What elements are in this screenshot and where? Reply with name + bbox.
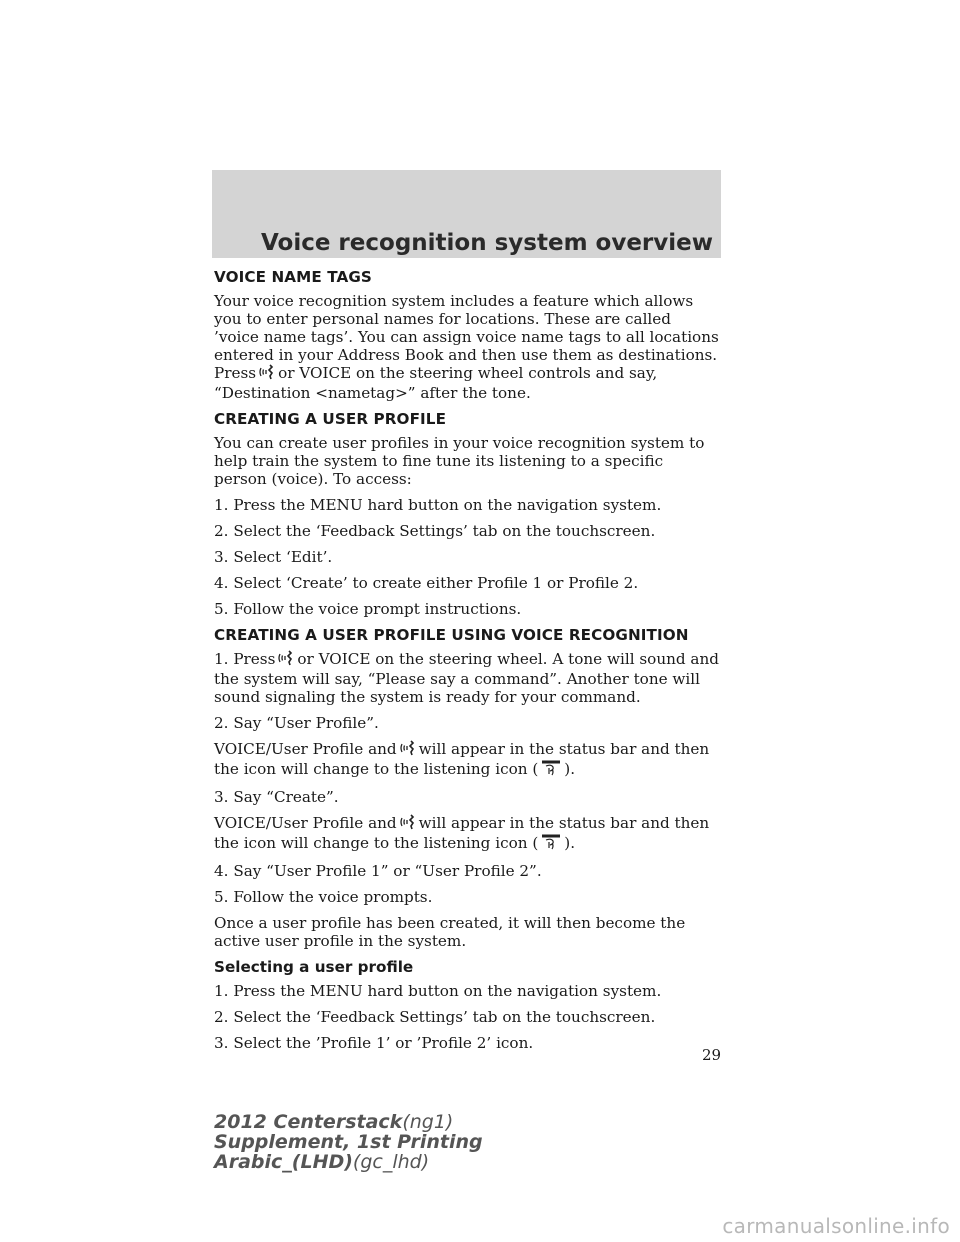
- footer-text: (gc_lhd): [352, 1151, 430, 1173]
- list-item: 1. Press the MENU hard button on the navigation system.: [214, 982, 662, 1000]
- text-span: Your voice recognition system includes a feature which allows you to enter personal names for locations. These are called ’voice name tags’. You can assign voice name tags to all locations entered in your Address Book and then use them as destinations. Press: [214, 292, 719, 382]
- list-item: 4. Say “User Profile 1” or “User Profile 2”.: [214, 862, 542, 880]
- listening-icon: [541, 760, 561, 780]
- section-header-title: Voice recognition system overview: [260, 230, 713, 256]
- list-item: 3. Select the ’Profile 1’ or ’Profile 2’ icon.: [214, 1034, 534, 1052]
- list-item: 3. Say “Create”.: [214, 788, 339, 806]
- text-span: will appear in the status bar and then the icon will change to the listening icon (: [214, 814, 710, 852]
- list-item: 1. Press the MENU hard button on the navigation system.: [214, 496, 662, 514]
- paragraph-status-note: [214, 740, 719, 780]
- list-item: 2. Select the ‘Feedback Settings’ tab on the touchscreen.: [214, 522, 656, 540]
- footer-text: Arabic_(LHD): [214, 1151, 353, 1173]
- text-span: VOICE/User Profile and: [214, 814, 397, 832]
- heading-selecting-user-profile: Selecting a user profile: [214, 958, 414, 976]
- list-item: 5. Follow the voice prompt instructions.: [214, 600, 522, 618]
- text-span: 1. Press: [214, 650, 276, 668]
- paragraph-voice-name-tags: [214, 292, 719, 402]
- paragraph-status-note: [214, 814, 719, 854]
- text-span: ).: [564, 760, 576, 778]
- heading-voice-name-tags: VOICE NAME TAGS: [214, 268, 372, 286]
- watermark: carmanualsonline.info: [722, 1214, 950, 1238]
- paragraph-closing: Once a user profile has been created, it will then become the active user profile in the system.: [214, 914, 686, 950]
- footer-line: [214, 1112, 483, 1132]
- footer-text: (ng1): [402, 1111, 454, 1133]
- list-item: 2. Select the ‘Feedback Settings’ tab on the touchscreen.: [214, 1008, 656, 1026]
- listening-icon: [541, 834, 561, 854]
- list-item: 4. Select ‘Create’ to create either Profile 1 or Profile 2.: [214, 574, 639, 592]
- paragraph-intro: You can create user profiles in your voice recognition system to help train the system to fine tune its listening to a specific person (voice). To access:: [214, 434, 705, 488]
- text-span: will appear in the status bar and then the icon will change to the listening icon (: [214, 740, 710, 778]
- text-span: ).: [564, 834, 576, 852]
- page-content: [214, 268, 719, 1060]
- text-span: or VOICE on the steering wheel. A tone will sound and the system will say, “Please say a command”. Another tone will sound signaling the system is ready for your command.: [214, 650, 719, 706]
- voice-icon: [400, 740, 416, 760]
- footer-line: [214, 1132, 483, 1152]
- list-item: [214, 650, 719, 706]
- text-span: VOICE/User Profile and: [214, 740, 397, 758]
- heading-creating-user-profile: CREATING A USER PROFILE: [214, 410, 447, 428]
- voice-icon: [259, 364, 275, 384]
- page-number: 29: [702, 1046, 722, 1064]
- list-item: 2. Say “User Profile”.: [214, 714, 379, 732]
- footer-text: 2012 Centerstack: [214, 1111, 403, 1133]
- text-span: or VOICE on the steering wheel controls and say, “Destination <nametag>” after the tone.: [214, 364, 658, 402]
- voice-icon: [400, 814, 416, 834]
- footer-imprint: [214, 1112, 483, 1172]
- list-item: 3. Select ‘Edit’.: [214, 548, 333, 566]
- section-header-band: [212, 170, 721, 258]
- voice-icon: [278, 650, 294, 670]
- footer-line: [214, 1152, 483, 1172]
- footer-text: Supplement, 1st Printing: [214, 1131, 483, 1153]
- heading-user-profile-voice: CREATING A USER PROFILE USING VOICE RECOGNITION: [214, 626, 689, 644]
- list-item: 5. Follow the voice prompts.: [214, 888, 433, 906]
